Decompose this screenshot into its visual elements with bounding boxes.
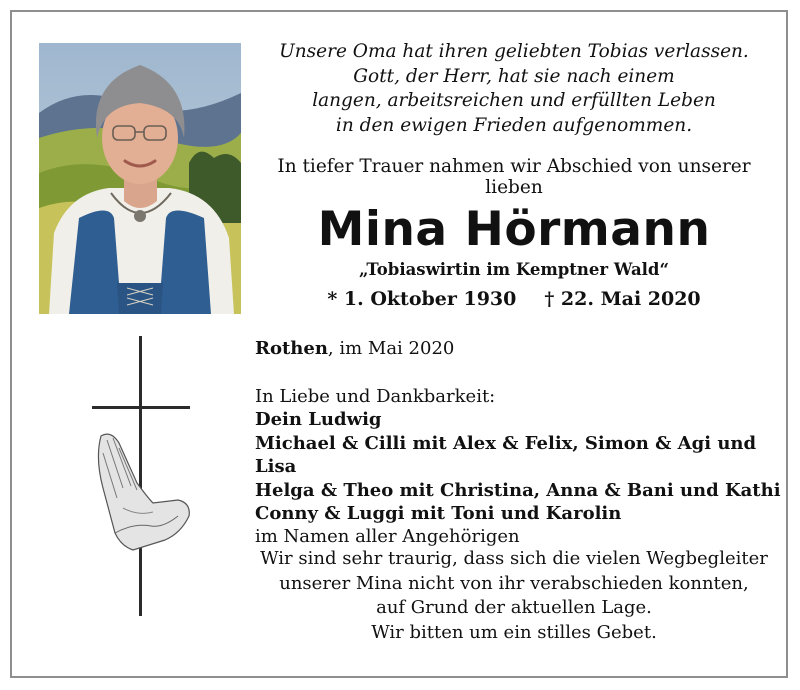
portrait-photo	[39, 43, 241, 314]
closing-line: unserer Mina nicht von ihr verabschieden konnten,	[279, 572, 749, 594]
family-line: Michael & Cilli mit Alex & Felix, Simon & Agi und Lisa	[255, 432, 757, 478]
birth-date: * 1. Oktober 1930	[327, 288, 517, 310]
closing-line: Wir sind sehr traurig, dass sich die vielen Wegbegleiter	[260, 548, 768, 569]
life-dates	[250, 288, 778, 310]
place-date-text: , im Mai 2020	[327, 338, 455, 359]
family-intro: In Liebe und Dankbarkeit:	[255, 386, 496, 407]
mourning-text: In tiefer Trauer nahmen wir Abschied von unserer lieben	[277, 156, 751, 198]
family-line: Dein Ludwig	[255, 409, 382, 431]
intro-line: in den ewigen Frieden aufgenommen.	[335, 114, 693, 136]
family-line: Helga & Theo mit Christina, Anna & Bani und Kathi	[255, 479, 781, 501]
intro-line: Gott, der Herr, hat sie nach einem	[353, 65, 675, 87]
deceased-nickname: „Tobiaswirtin im Kemptner Wald“	[359, 260, 669, 279]
intro-line: Unsere Oma hat ihren geliebten Tobias verlassen.	[279, 41, 749, 62]
praying-hands-icon	[93, 428, 193, 553]
death-date: † 22. Mai 2020	[544, 288, 701, 310]
closing-line: Wir bitten um ein stilles Gebet.	[371, 621, 657, 643]
family-list	[255, 385, 800, 549]
family-line: Conny & Luggi mit Toni und Karolin	[255, 503, 622, 525]
intro-verse	[250, 40, 778, 138]
intro-line: langen, arbeitsreichen und erfüllten Leben	[312, 90, 716, 111]
closing-text	[250, 547, 778, 645]
deceased-name: Mina Hörmann	[317, 202, 711, 257]
family-outro: im Namen aller Angehörigen	[255, 526, 520, 548]
place-name: Rothen	[255, 338, 328, 359]
place-date	[255, 338, 454, 359]
closing-line: auf Grund der aktuellen Lage.	[376, 597, 652, 618]
